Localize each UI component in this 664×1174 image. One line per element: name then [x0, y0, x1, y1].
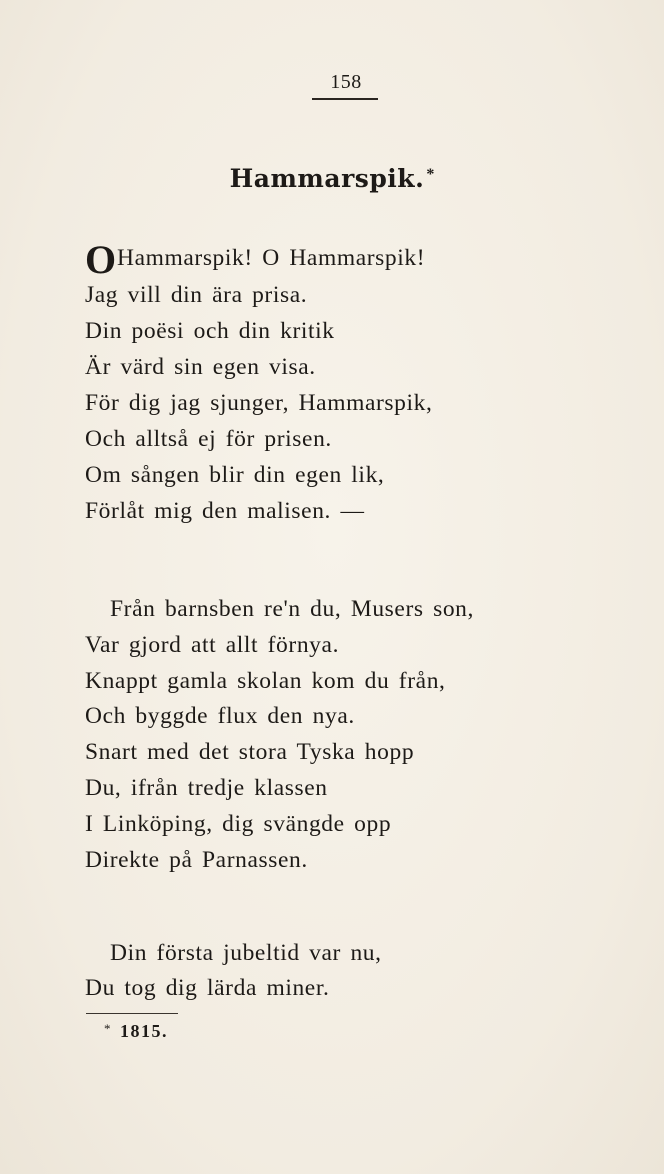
verse-line: Förlåt mig den malisen. —: [85, 498, 365, 524]
footnote-rule: [86, 1013, 178, 1014]
footnote-text: 1815.: [120, 1021, 168, 1041]
verse-line: Från barnsben re'n du, Musers son,: [110, 596, 475, 622]
footnote-mark: *: [104, 1021, 112, 1036]
verse-line: Knappt gamla skolan kom du från,: [85, 668, 446, 694]
verse-line: Och byggde flux den nya.: [85, 703, 355, 729]
verse-line: Och alltså ej för prisen.: [85, 426, 332, 452]
verse-line: Din poësi och din kritik: [85, 318, 335, 344]
verse-line: Om sången blir din egen lik,: [85, 462, 385, 488]
verse-line: Direkte på Parnassen.: [85, 847, 308, 873]
verse-line: För dig jag sjunger, Hammarspik,: [85, 390, 433, 416]
verse-line: Var gjord att allt förnya.: [85, 632, 340, 658]
verse-line: I Linköping, dig svängde opp: [85, 811, 392, 837]
footnote: [104, 1019, 168, 1043]
title-footnote-mark: *: [426, 166, 435, 183]
verse-line: Din första jubeltid var nu,: [110, 940, 382, 966]
verse-line: Hammarspik! O Hammarspik!: [117, 245, 426, 271]
verse-line: Snart med det stora Tyska hopp: [85, 739, 415, 765]
poem-title: Hammarspik.: [229, 164, 425, 193]
verse-line: Du tog dig lärda miner.: [85, 975, 330, 1001]
verse-line: Är värd sin egen visa.: [85, 354, 316, 380]
verse-line: Jag vill din ära prisa.: [85, 282, 308, 308]
page-number: 158: [330, 71, 362, 93]
poem-title-block: [0, 164, 664, 193]
page-number-rule: [312, 98, 378, 100]
verse-line: Du, ifrån tredje klassen: [85, 775, 328, 801]
drop-cap: O: [85, 237, 117, 282]
